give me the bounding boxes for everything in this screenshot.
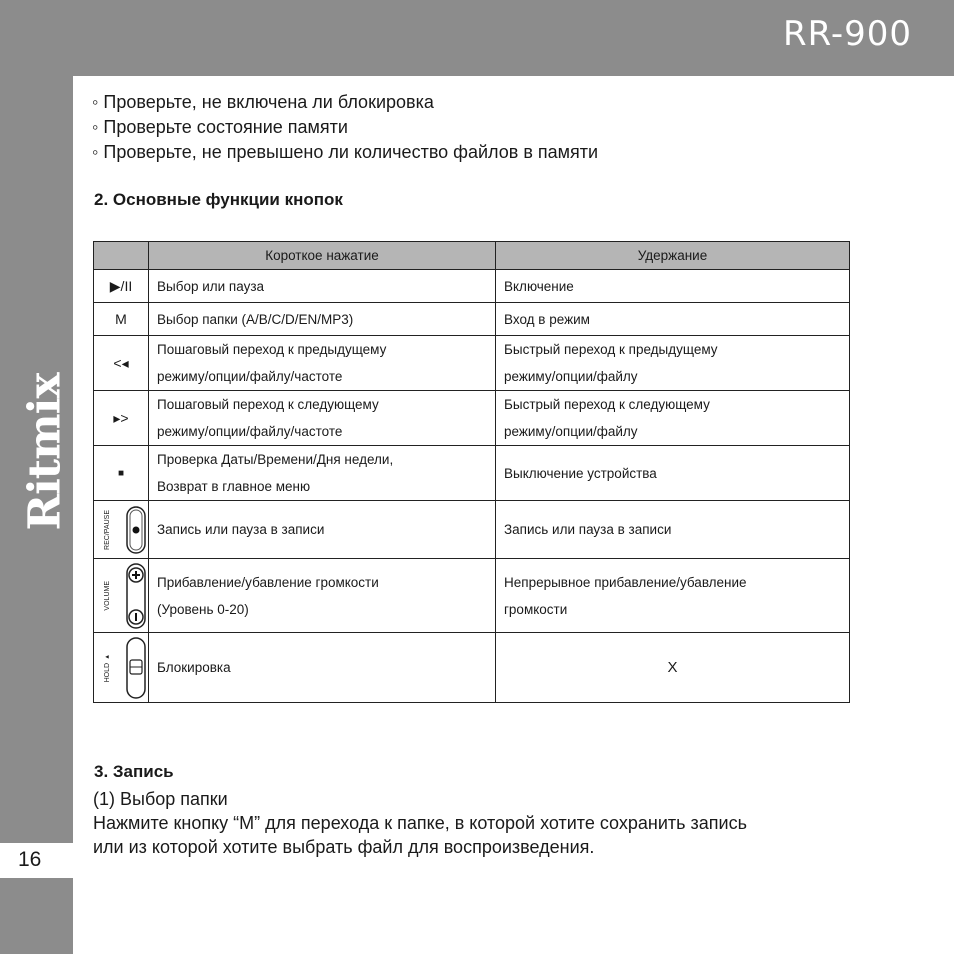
table-header-cell: [94, 242, 149, 270]
table-header-cell: Короткое нажатие: [149, 242, 496, 270]
table-row: [94, 270, 850, 303]
volume-rocker-icon: [124, 562, 148, 630]
table-row: [94, 336, 850, 391]
rec-pause-label: REC/PAUSE: [104, 509, 111, 550]
list-item: ◦ Проверьте, не превышено ли количество файлов в памяти: [92, 142, 599, 162]
short-press-cell: Блокировка: [149, 633, 496, 703]
record-instructions: [93, 787, 747, 859]
hold-key: [94, 633, 149, 703]
table-row: [94, 633, 850, 703]
table-header-row: [94, 242, 850, 270]
hold-cell: Запись или пауза в записи: [496, 501, 850, 559]
hold-cell: Выключение устройства: [496, 446, 850, 501]
table-row: [94, 391, 850, 446]
short-press-cell: Запись или пауза в записи: [149, 501, 496, 559]
brand-logo: Ritmix: [19, 373, 71, 531]
play-pause-key: ▶/II: [94, 270, 149, 303]
next-key: ▸>: [94, 391, 149, 446]
m-key: M: [94, 303, 149, 336]
paragraph-line: Нажмите кнопку “M” для перехода к папке, в которой хотите сохранить запись: [93, 813, 747, 833]
hold-cell: X: [496, 633, 850, 703]
page-number: 16: [18, 848, 42, 871]
rec-pause-key: [94, 501, 149, 559]
volume-label: VOLUME: [104, 580, 111, 611]
paragraph-line: или из которой хотите выбрать файл для воспроизведения.: [93, 837, 595, 857]
volume-key: [94, 559, 149, 633]
table-row: [94, 501, 850, 559]
short-press-cell: Выбор или пауза: [149, 270, 496, 303]
previous-key: <◂: [94, 336, 149, 391]
short-press-cell: Пошаговый переход к предыдущему режиму/опции/файлу/частоте: [149, 336, 496, 391]
table-header-cell: Удержание: [496, 242, 850, 270]
hold-cell: Непрерывное прибавление/убавление громкости: [496, 559, 850, 633]
section-heading: 2. Основные функции кнопок: [94, 190, 343, 209]
subsection-title: (1) Выбор папки: [93, 789, 228, 809]
short-press-cell: Прибавление/убавление громкости (Уровень 0-20): [149, 559, 496, 633]
table-row: [94, 303, 850, 336]
hold-cell: Быстрый переход к предыдущему режиму/опции/файлу: [496, 336, 850, 391]
hold-cell: Включение: [496, 270, 850, 303]
list-item: ◦ Проверьте, не включена ли блокировка: [92, 92, 434, 112]
section-heading: 3. Запись: [94, 762, 174, 781]
table-row: [94, 559, 850, 633]
short-press-cell: Пошаговый переход к следующему режиму/опции/файлу/частоте: [149, 391, 496, 446]
check-list: [92, 90, 598, 165]
button-functions-table: [93, 241, 850, 703]
list-item: ◦ Проверьте состояние памяти: [92, 117, 348, 137]
hold-cell: Быстрый переход к следующему режиму/опции/файлу: [496, 391, 850, 446]
hold-label: HOLD ▸: [104, 652, 111, 683]
table-row: [94, 446, 850, 501]
short-press-cell: Выбор папки (A/B/C/D/EN/MP3): [149, 303, 496, 336]
hold-cell: Вход в режим: [496, 303, 850, 336]
hold-slider-icon: [124, 636, 148, 700]
short-press-cell: Проверка Даты/Времени/Дня недели, Возврат в главное меню: [149, 446, 496, 501]
model-name: RR-900: [782, 14, 912, 54]
record-button-icon: [124, 505, 148, 555]
stop-key: ■: [94, 446, 149, 501]
